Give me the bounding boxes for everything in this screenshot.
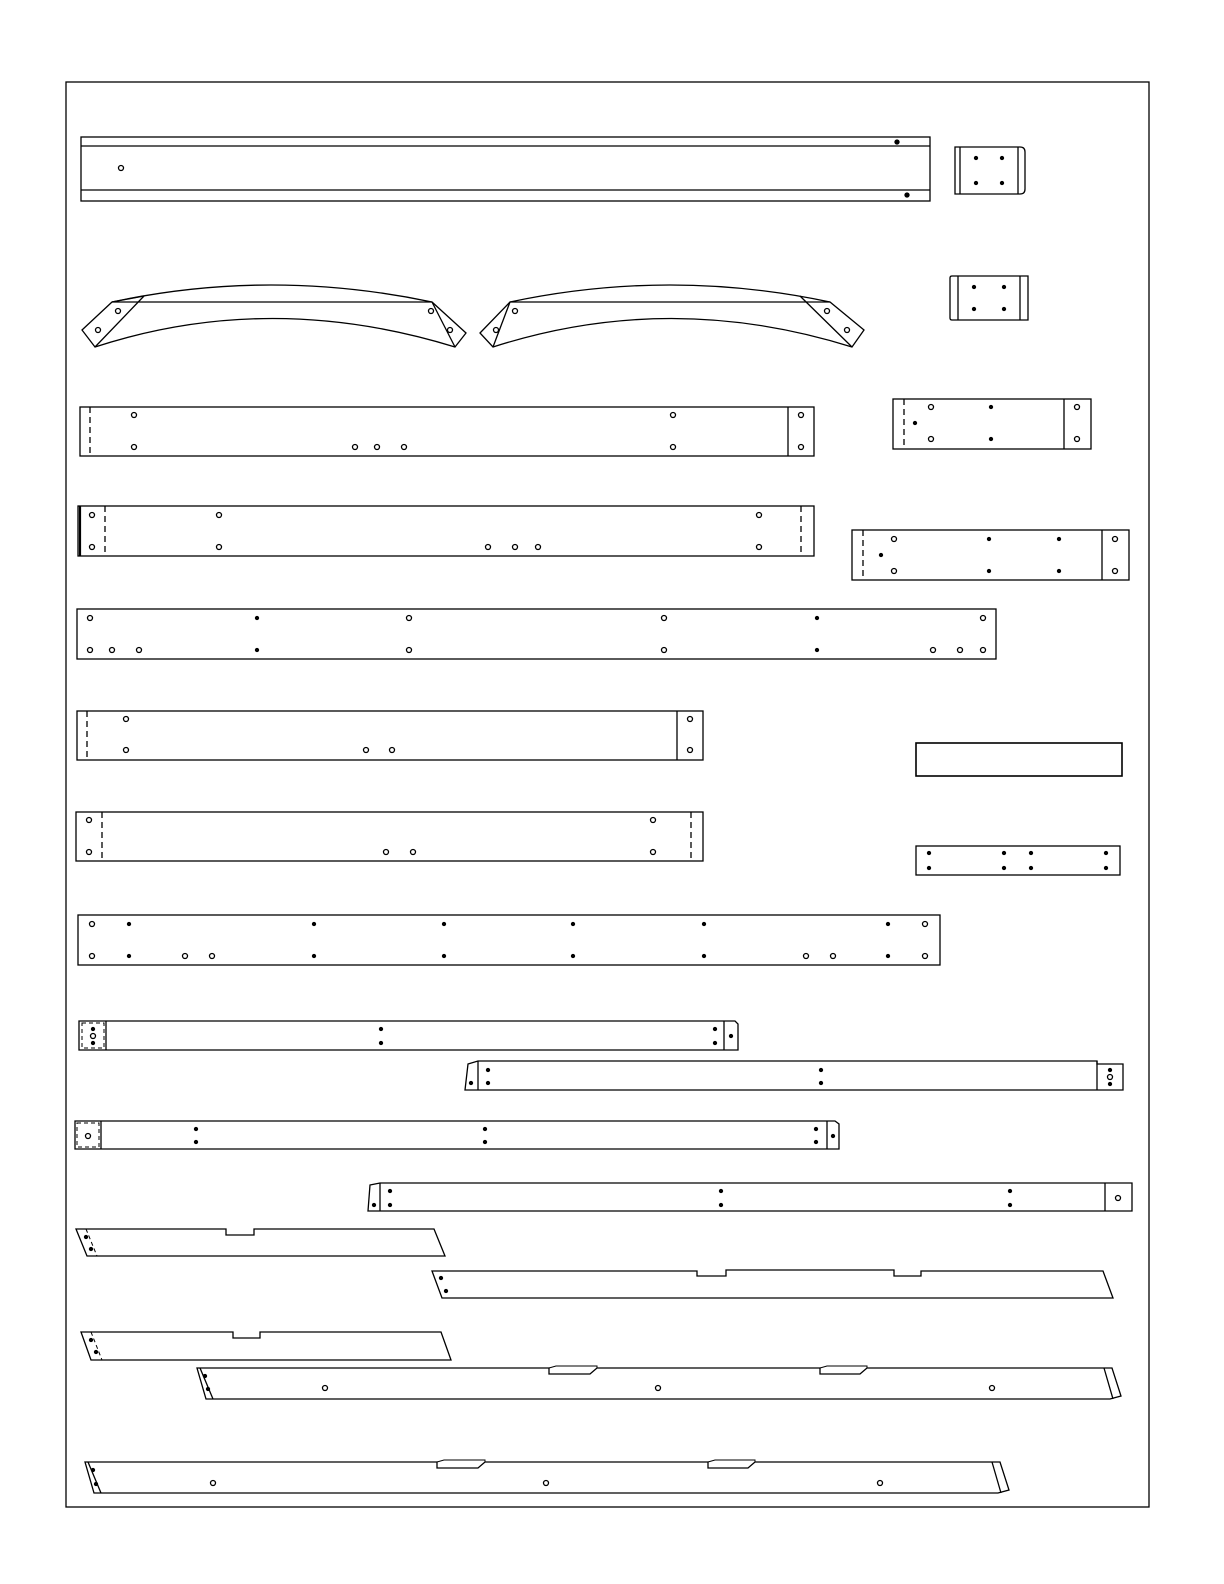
board-2 xyxy=(78,506,814,556)
plain-block xyxy=(916,743,1122,776)
board-5 xyxy=(76,812,703,861)
small-bracket-a xyxy=(955,147,1025,194)
rail-3 xyxy=(75,1121,839,1149)
rail-4 xyxy=(368,1183,1132,1211)
rail-2 xyxy=(465,1061,1123,1090)
notched-slat-4 xyxy=(197,1366,1121,1399)
full-board-3 xyxy=(77,609,996,659)
notched-slat-5 xyxy=(85,1460,1009,1493)
small-bracket-b xyxy=(950,276,1028,320)
board-4 xyxy=(77,711,703,760)
short-board-2 xyxy=(852,530,1129,580)
long-channel-beam xyxy=(81,137,930,201)
notched-slat-1 xyxy=(76,1229,445,1256)
board-1 xyxy=(80,407,814,456)
rail-1 xyxy=(79,1021,738,1050)
notched-slat-3 xyxy=(81,1332,451,1360)
thin-strip xyxy=(916,846,1120,875)
curved-arch-left xyxy=(82,285,466,347)
notched-slat-2 xyxy=(432,1270,1113,1298)
full-board-6 xyxy=(78,915,940,965)
curved-arch-right xyxy=(480,285,864,347)
short-board-1 xyxy=(893,399,1091,449)
sheet-border xyxy=(66,82,1149,1507)
